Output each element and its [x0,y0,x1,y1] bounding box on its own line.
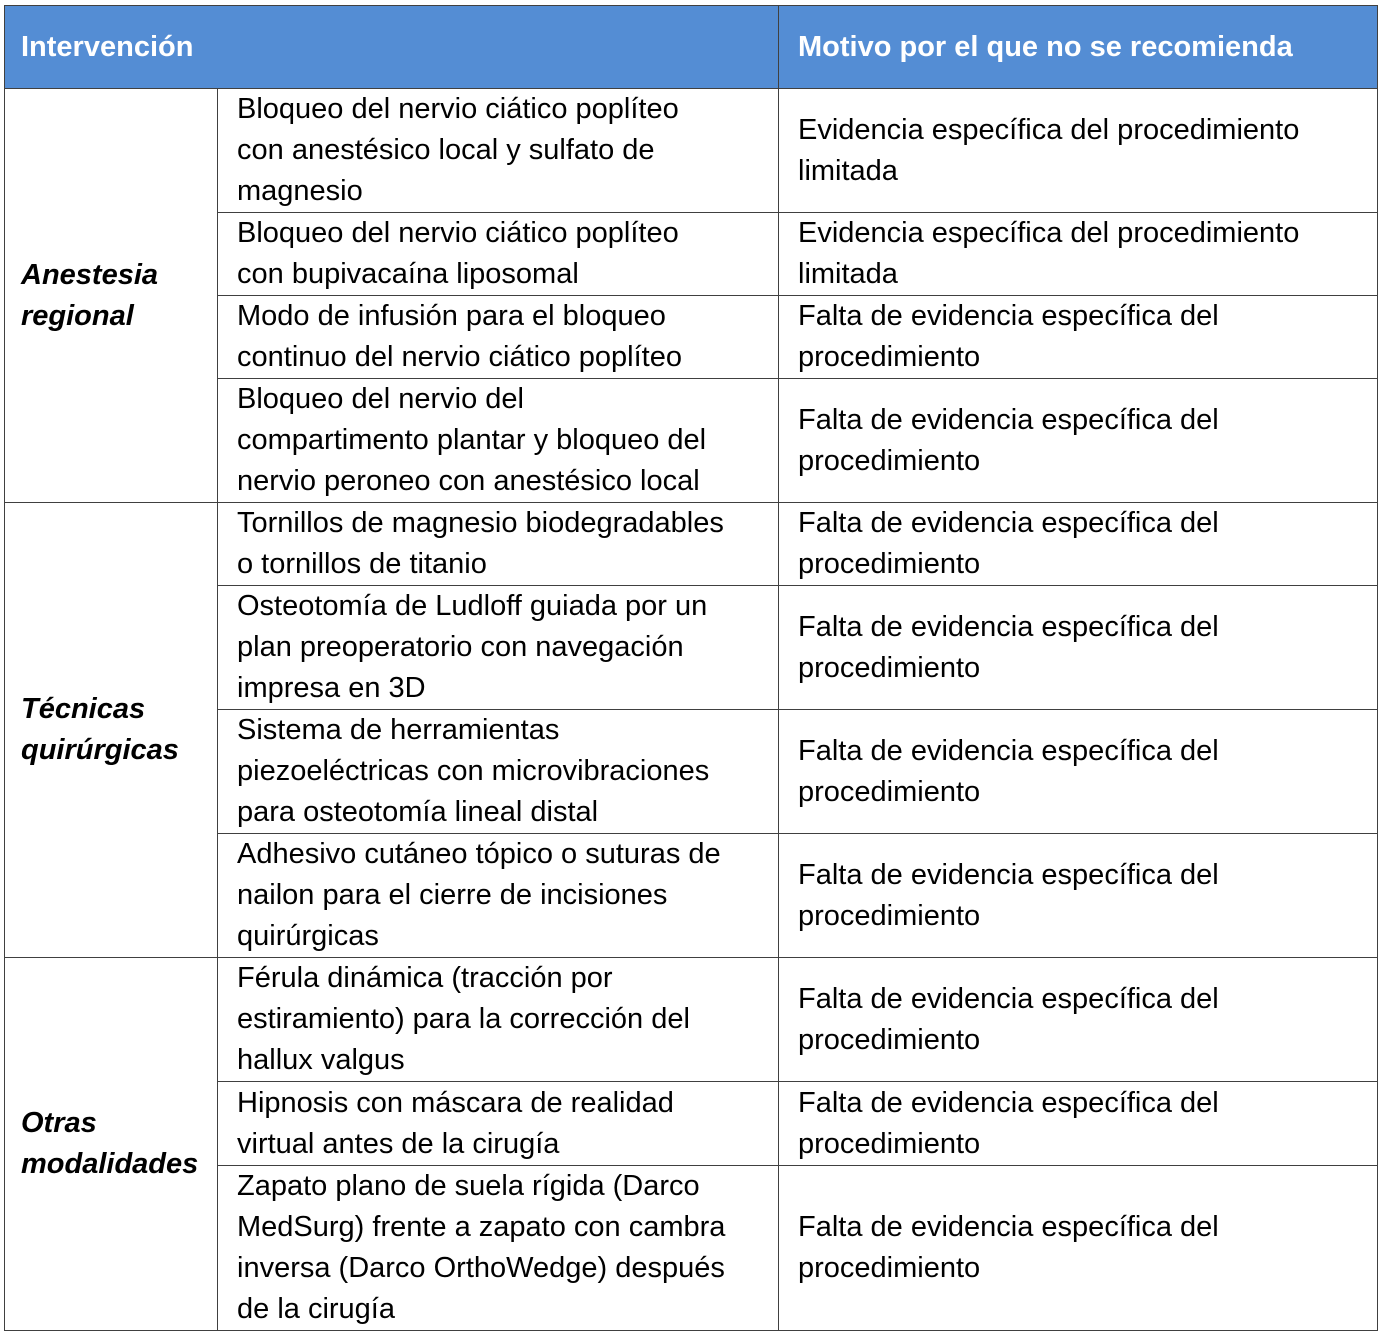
intervention-cell: Tornillos de magnesio biodegradables o tornillos de titanio [218,503,779,586]
reason-cell: Falta de evidencia específica del procedimiento [779,1082,1378,1166]
reason-cell: Falta de evidencia específica del procedimiento [779,586,1378,710]
intervention-cell: Modo de infusión para el bloqueo continuo del nervio ciático poplíteo [218,296,779,379]
intervention-cell: Osteotomía de Ludloff guiada por un plan preoperatorio con navegación impresa en 3D [218,586,779,710]
header-reason: Motivo por el que no se recomienda [779,6,1378,89]
table-row [5,503,1378,586]
table-row [5,89,1378,213]
category-cell: Anestesia regional [5,89,218,503]
reason-cell: Falta de evidencia específica del procedimiento [779,379,1378,503]
reason-cell: Evidencia específica del procedimiento limitada [779,89,1378,213]
reason-cell: Falta de evidencia específica del procedimiento [779,296,1378,379]
category-cell: Técnicas quirúrgicas [5,503,218,958]
table-body [5,89,1378,1331]
reason-cell: Falta de evidencia específica del procedimiento [779,958,1378,1082]
intervention-cell: Bloqueo del nervio ciático poplíteo con bupivacaína liposomal [218,213,779,296]
intervention-cell: Zapato plano de suela rígida (Darco MedSurg) frente a zapato con cambra inversa (Darco OrthoWedge) después de la cirugía [218,1166,779,1331]
reason-cell: Falta de evidencia específica del procedimiento [779,1166,1378,1331]
table-header [5,6,1378,89]
intervention-cell: Sistema de herramientas piezoeléctricas con microvibraciones para osteotomía lineal distal [218,710,779,834]
reason-cell: Evidencia específica del procedimiento limitada [779,213,1378,296]
category-cell: Otras modalidades [5,958,218,1331]
header-row [5,6,1378,89]
reason-cell: Falta de evidencia específica del procedimiento [779,834,1378,958]
intervention-cell: Bloqueo del nervio del compartimento plantar y bloqueo del nervio peroneo con anestésico local [218,379,779,503]
not-recommended-interventions-table [4,5,1378,1331]
header-intervention: Intervención [5,6,779,89]
intervention-cell: Adhesivo cutáneo tópico o suturas de nailon para el cierre de incisiones quirúrgicas [218,834,779,958]
reason-cell: Falta de evidencia específica del procedimiento [779,503,1378,586]
intervention-cell: Férula dinámica (tracción por estiramiento) para la corrección del hallux valgus [218,958,779,1082]
table-row [5,958,1378,1082]
reason-cell: Falta de evidencia específica del procedimiento [779,710,1378,834]
intervention-cell: Bloqueo del nervio ciático poplíteo con anestésico local y sulfato de magnesio [218,89,779,213]
intervention-cell: Hipnosis con máscara de realidad virtual antes de la cirugía [218,1082,779,1166]
